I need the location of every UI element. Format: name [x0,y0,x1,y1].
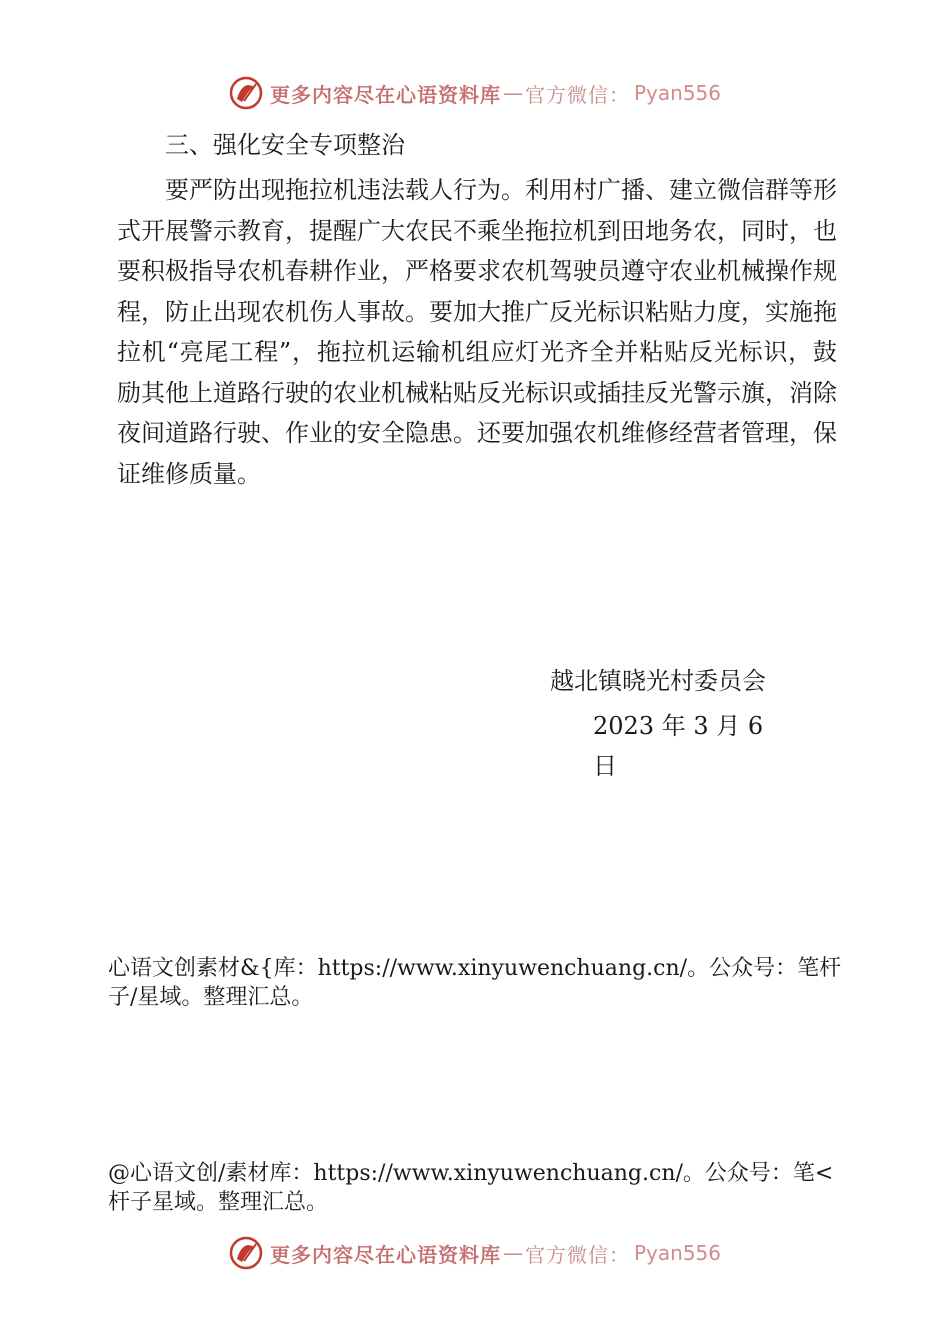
signer-organization: 越北镇晓光村委员会 [550,667,766,695]
banner-separator: — [503,81,523,105]
seal-logo-icon [228,1235,264,1271]
seal-logo-icon [228,75,264,111]
body-paragraph: 要严防出现拖拉机违法载人行为。利用村广播、建立微信群等形式开展警示教育，提醒广大农民不乘坐拖拉机到田地务农，同时，也要积极指导农机春耕作业，严格要求农机驾驶员遵守农业机械操作规程，防止出现农机伤人事故。要加大推广反光标识粘贴力度，实施拖拉机“亮尾工程”，拖拉机运输机组应灯光齐全并粘贴反光标识，鼓励其他上道路行驶的农业机械粘贴反光标识或插挂反光警示旗，消除夜间道路行驶、作业的安全隐患。还要加强农机维修经营者管理，保证维修质量。 [117,176,837,488]
banner-main-text: 更多内容尽在心语资料库 [270,82,501,107]
banner-separator: — [503,1241,523,1265]
banner-wechat-label: 官方微信： [525,82,630,107]
section-heading: 三、强化安全专项整治 [165,131,405,159]
header-banner [228,73,748,113]
banner-wechat-id: Pyan556 [634,1241,722,1265]
footnote-source-2: @心语文创/素材库：https://www.xinyuwenchuang.cn/。公众号：笔<杆子星域。整理汇总。 [108,1161,834,1215]
banner-wechat-label: 官方微信： [525,1242,630,1267]
document-date: 2023 年 3 月 6 日 [593,712,764,780]
banner-wechat-id: Pyan556 [634,81,722,105]
footer-banner [228,1233,748,1273]
banner-main-text: 更多内容尽在心语资料库 [270,1242,501,1267]
footnote-source-1: 心语文创素材&{库：https://www.xinyuwenchuang.cn/。公众号：笔杆子/星域。整理汇总。 [108,956,842,1010]
